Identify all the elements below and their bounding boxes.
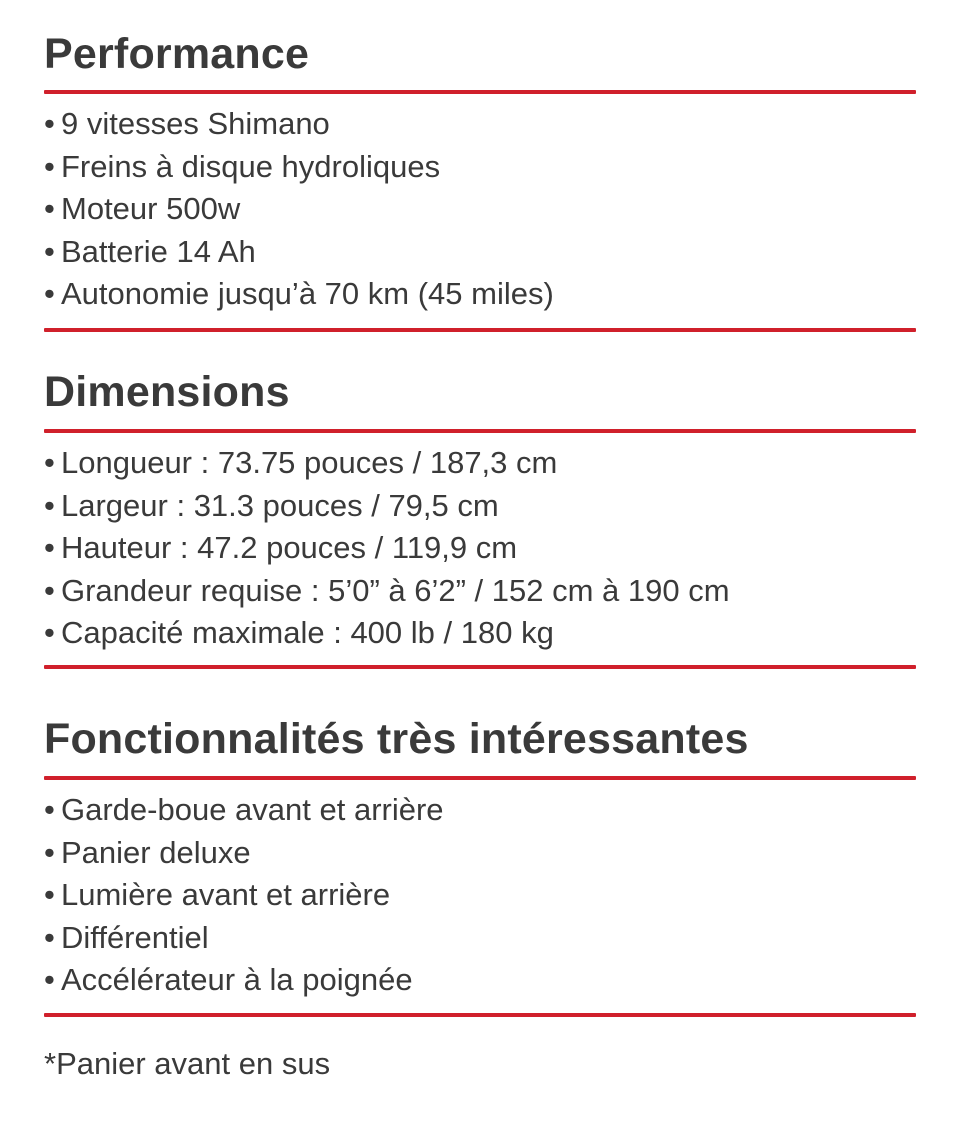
bullet-icon: • (44, 487, 55, 523)
features-list (44, 789, 444, 1002)
footnote: *Panier avant en sus (44, 1046, 331, 1081)
list-item: • Accélérateur à la poignée (44, 959, 444, 1002)
bullet-icon: • (44, 615, 55, 650)
bullet-icon: • (44, 530, 55, 565)
bullet-icon: • (44, 233, 55, 269)
bullet-icon: • (44, 792, 55, 827)
bullet-icon: • (44, 834, 55, 870)
bullet-icon: • (44, 962, 55, 997)
bullet-icon: • (44, 191, 55, 226)
section-title-features: Fonctionnalités très intéressantes (44, 715, 749, 763)
list-item: • Moteur 500w (44, 188, 554, 231)
list-item: • Garde-boue avant et arrière (44, 789, 444, 832)
dimensions-list (44, 442, 730, 655)
bullet-icon: • (44, 276, 55, 311)
performance-list (44, 103, 554, 316)
list-item: • Batterie 14 Ah (44, 231, 554, 274)
bullet-icon: • (44, 148, 55, 184)
section-title-dimensions: Dimensions (44, 368, 290, 416)
list-item: • Autonomie jusqu’à 70 km (45 miles) (44, 273, 554, 316)
list-item: • 9 vitesses Shimano (44, 103, 554, 146)
list-item: • Panier deluxe (44, 832, 444, 875)
list-item: • Capacité maximale : 400 lb / 180 kg (44, 612, 730, 655)
bullet-icon: • (44, 877, 55, 912)
list-item: • Freins à disque hydroliques (44, 146, 554, 189)
section-divider (44, 429, 916, 433)
bullet-icon: • (44, 106, 55, 141)
list-item: • Grandeur requise : 5’0” à 6’2” / 152 cm à 190 cm (44, 570, 730, 613)
list-item: • Différentiel (44, 917, 444, 960)
bullet-icon: • (44, 572, 55, 608)
section-divider (44, 90, 916, 94)
list-item: • Longueur : 73.75 pouces / 187,3 cm (44, 442, 730, 485)
section-divider (44, 328, 916, 332)
section-divider (44, 776, 916, 780)
list-item: • Largeur : 31.3 pouces / 79,5 cm (44, 485, 730, 528)
section-divider (44, 665, 916, 669)
bullet-icon: • (44, 919, 55, 955)
section-title-performance: Performance (44, 30, 310, 78)
bullet-icon: • (44, 445, 55, 480)
list-item: • Lumière avant et arrière (44, 874, 444, 917)
list-item: • Hauteur : 47.2 pouces / 119,9 cm (44, 527, 730, 570)
section-divider (44, 1013, 916, 1017)
